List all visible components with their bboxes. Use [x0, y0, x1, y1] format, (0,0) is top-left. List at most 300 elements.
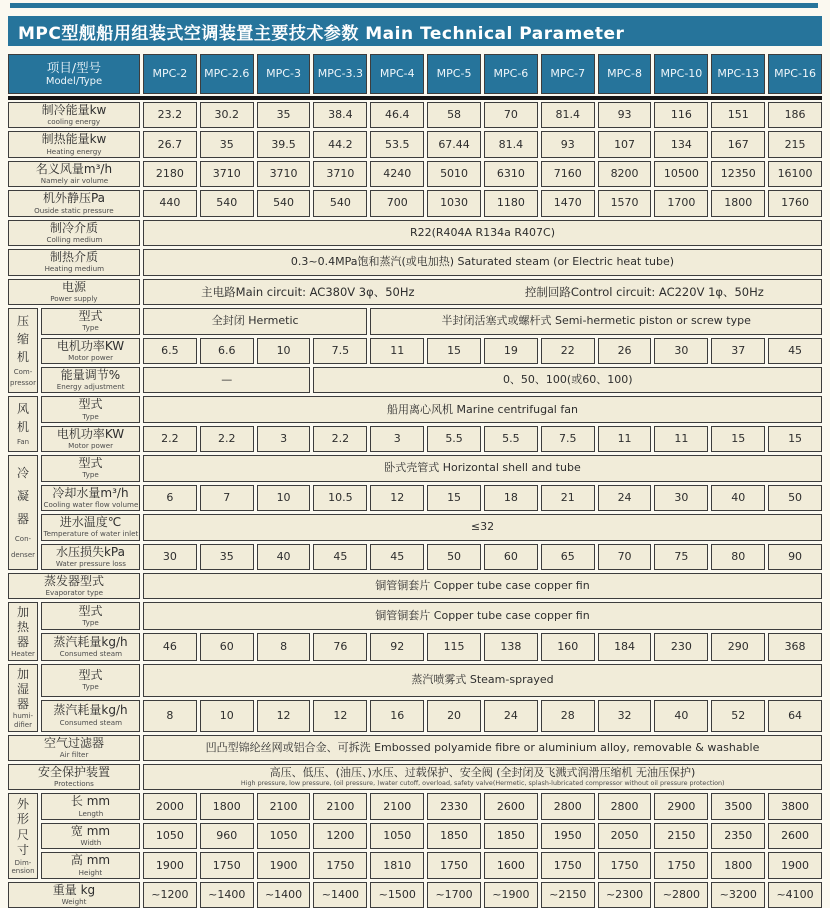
row-label-zh: 重量 kg [52, 882, 96, 897]
value-text: 铜管铜套片 Copper tube case copper fin [375, 609, 590, 623]
value-text: 2600 [496, 799, 525, 813]
group-label-en: ension [11, 867, 35, 876]
value-text: 1600 [496, 858, 525, 872]
group-label-en: pressor [10, 379, 36, 388]
value-text: 700 [386, 196, 408, 210]
param-value-cell [711, 793, 765, 819]
param-value-cell [313, 852, 367, 878]
row-label-zh: 空气过滤器 [43, 735, 104, 750]
param-value-cell [768, 700, 822, 732]
row-group-label [8, 455, 38, 570]
model-name: MPC-4 [379, 66, 415, 80]
model-name: MPC-5 [436, 66, 472, 80]
param-value-cell [257, 338, 311, 364]
param-value-cell [711, 485, 765, 511]
param-value-cell [143, 602, 822, 630]
value-text: 290 [727, 640, 749, 654]
row-group-label [8, 396, 38, 452]
param-value-cell [370, 190, 424, 216]
param-value-cell [598, 823, 652, 849]
row-label [8, 102, 140, 128]
value-text: 30.2 [214, 108, 239, 122]
value-text: 3710 [269, 167, 298, 181]
param-value-cell [370, 882, 424, 908]
row-label-zh: 蒸汽耗量kg/h [53, 635, 128, 650]
row-label-en: Consumed steam [59, 717, 122, 727]
param-value-cell [768, 633, 822, 661]
param-value-cell [143, 190, 197, 216]
value-text: 1900 [269, 858, 298, 872]
row-label-zh: 制热介质 [49, 250, 98, 265]
value-text: 215 [784, 137, 806, 151]
value-text: 138 [500, 640, 522, 654]
value-text: 16 [390, 708, 405, 722]
value-text: 12350 [720, 167, 756, 181]
row-label [8, 161, 140, 187]
value-text: 3710 [212, 167, 241, 181]
row-label-zh: 型式 [78, 604, 103, 619]
param-value-cell [313, 131, 367, 157]
value-text: 93 [617, 108, 632, 122]
row-label-en: Width [80, 838, 101, 847]
param-value-cell [654, 161, 708, 187]
param-value-cell [313, 485, 367, 511]
value-text: 368 [784, 640, 806, 654]
row-label [8, 882, 140, 908]
value-text: 凹凸型锦纶丝网或铝合金、可拆洗 Embossed polyamide fibre or aluminium alloy, removable & washable [205, 740, 760, 754]
group-label-en: Fan [16, 438, 30, 447]
param-value-cell [427, 338, 481, 364]
param-value-cell [200, 338, 254, 364]
param-value-cell [768, 823, 822, 849]
param-value-cell [313, 102, 367, 128]
value-text: R22(R404A R134a R407C) [409, 225, 556, 239]
param-value-cell [484, 700, 538, 732]
group-label-en: difier [14, 720, 32, 729]
param-value-cell [257, 793, 311, 819]
row-label-zh: 进水温度℃ [59, 515, 122, 530]
value-text: 15 [788, 431, 803, 445]
param-value-cell [313, 633, 367, 661]
row-label [41, 602, 140, 630]
value-text: 1750 [326, 858, 355, 872]
group-label-zh-char: 机 [16, 350, 29, 365]
param-value-cell [541, 131, 595, 157]
value-part: 控制回路Control circuit: AC220V 1φ、50Hz [524, 284, 764, 299]
param-value-cell [484, 102, 538, 128]
value-text: 1570 [610, 196, 639, 210]
value-text: 4240 [383, 167, 412, 181]
value-text: 2100 [269, 799, 298, 813]
param-value-cell [370, 308, 822, 334]
row-label [41, 700, 140, 732]
row-label-en: Heating medium [44, 264, 104, 274]
model-name: MPC-3 [266, 66, 301, 80]
param-value-cell [313, 700, 367, 732]
value-text: 7.5 [558, 431, 577, 445]
value-text: 7160 [553, 167, 582, 181]
value-text: 81.4 [498, 137, 524, 151]
value-text: ~2150 [549, 887, 587, 901]
param-value-cell [370, 102, 424, 128]
value-text: 船用离心风机 Marine centrifugal fan [387, 402, 578, 416]
param-value-cell [541, 426, 595, 452]
value-text: 76 [333, 640, 348, 654]
value-text: 90 [788, 549, 803, 563]
param-value-cell [768, 882, 822, 908]
value-text: 11 [674, 431, 689, 445]
value-text: 75 [674, 549, 689, 563]
value-text: 39.5 [271, 137, 296, 151]
group-label-zh-char: 器 [16, 512, 29, 527]
param-value-cell [654, 426, 708, 452]
value-text: 8200 [610, 167, 639, 181]
param-value-cell [541, 190, 595, 216]
value-text: 10 [219, 708, 234, 722]
param-value-cell [257, 544, 311, 570]
value-text: 1850 [496, 829, 525, 843]
row-label-zh: 冷却水量m³/h [52, 485, 129, 500]
param-value-cell [200, 852, 254, 878]
value-text: 93 [560, 137, 575, 151]
param-value-cell [143, 338, 197, 364]
value-text: 24 [503, 708, 518, 722]
param-value-cell [427, 485, 481, 511]
param-value-cell [143, 161, 197, 187]
param-value-cell [370, 793, 424, 819]
group-label-en: denser [10, 550, 36, 559]
param-value-cell [143, 279, 822, 305]
param-value-cell [370, 485, 424, 511]
value-text: 1700 [667, 196, 696, 210]
row-label-zh: 安全保护装置 [37, 765, 110, 780]
value-text: 30 [674, 490, 689, 504]
value-text: 5.5 [445, 431, 463, 445]
param-value-cell [598, 102, 652, 128]
value-text: 7 [223, 490, 231, 504]
row-label-zh: 名义风量m³/h [35, 161, 113, 176]
value-text: 960 [216, 829, 238, 843]
param-value-cell [541, 161, 595, 187]
value-text: 26 [617, 343, 632, 357]
value-text: 16100 [777, 167, 813, 181]
param-value-cell [427, 102, 481, 128]
group-label-zh-char: 形 [16, 812, 29, 827]
model-name: MPC-2.6 [204, 66, 250, 80]
param-value-cell [200, 793, 254, 819]
param-value-cell [143, 131, 197, 157]
value-text: 6.5 [161, 343, 179, 357]
param-value-cell [541, 102, 595, 128]
value-text: 21 [560, 490, 575, 504]
row-label [41, 544, 140, 570]
value-text: 26.7 [157, 137, 183, 151]
corner-label-zh: 项目/型号 [46, 59, 102, 75]
row-label-en: Heating energy [46, 146, 102, 156]
value-text: 38.4 [328, 108, 353, 122]
param-value-cell [370, 852, 424, 878]
value-text: — [221, 373, 233, 387]
model-header-cell [313, 54, 367, 94]
group-label-zh-char: 冷 [16, 466, 29, 481]
param-value-cell [427, 823, 481, 849]
value-part: 主电路Main circuit: AC380V 3φ、50Hz [201, 284, 415, 299]
param-value-cell [711, 131, 765, 157]
param-value-cell [313, 161, 367, 187]
value-text: ~1900 [492, 887, 530, 901]
group-label-zh-char: 外 [16, 796, 29, 811]
row-label-en: Ouside static pressure [34, 205, 114, 215]
value-text: 3710 [326, 167, 355, 181]
value-text: 60 [219, 640, 234, 654]
param-value-cell [711, 882, 765, 908]
value-text: 23.2 [157, 108, 183, 122]
param-value-cell [200, 161, 254, 187]
param-value-cell [313, 426, 367, 452]
row-label-zh: 宽 mm [70, 823, 111, 838]
value-text: 1900 [155, 858, 184, 872]
page-title [8, 16, 822, 46]
value-text: 1180 [496, 196, 525, 210]
param-value-cell [598, 793, 652, 819]
model-header-cell [200, 54, 254, 94]
param-value-cell [598, 338, 652, 364]
value-text: 28 [560, 708, 575, 722]
value-text: 10500 [663, 167, 699, 181]
param-value-cell [654, 852, 708, 878]
value-text: 115 [443, 640, 465, 654]
group-label-zh-char: 加 [16, 667, 29, 682]
row-label-zh: 能量调节% [60, 367, 121, 382]
value-text: 3800 [781, 799, 810, 813]
value-text: ~4100 [776, 887, 814, 901]
param-value-cell [654, 102, 708, 128]
param-value-cell [654, 823, 708, 849]
param-value-cell [484, 485, 538, 511]
row-label-en: Cooling water flow volume [43, 500, 138, 509]
param-value-cell [484, 426, 538, 452]
row-label [41, 455, 140, 481]
value-text: 3500 [724, 799, 753, 813]
value-text: 1050 [269, 829, 298, 843]
row-label-en: Water pressure loss [55, 559, 126, 568]
value-text: 5010 [440, 167, 469, 181]
row-label-zh: 机外静压Pa [42, 191, 106, 206]
value-text: 1800 [724, 196, 753, 210]
value-text: 2050 [610, 829, 639, 843]
param-value-cell [200, 823, 254, 849]
param-value-cell [427, 161, 481, 187]
param-value-cell [143, 823, 197, 849]
value-text: 30 [674, 343, 689, 357]
param-value-cell [313, 793, 367, 819]
value-text: 半封闭活塞式或螺杆式 Semi-hermetic piston or screw type [441, 314, 751, 328]
row-label-en: Evaporator type [45, 588, 103, 597]
value-text: 134 [670, 137, 692, 151]
param-value-cell [598, 544, 652, 570]
param-value-cell [143, 664, 822, 696]
value-text: 15 [447, 343, 462, 357]
row-label-zh: 型式 [78, 668, 103, 683]
group-label-zh-char: 风 [16, 402, 29, 417]
row-label-zh: 制冷介质 [49, 220, 98, 235]
param-value-cell [598, 131, 652, 157]
param-value-cell [484, 190, 538, 216]
value-text: 52 [731, 708, 746, 722]
value-text: 15 [447, 490, 462, 504]
param-value-cell [654, 131, 708, 157]
value-text: 53.5 [384, 137, 410, 151]
value-text: ~2800 [662, 887, 701, 901]
param-value-cell [654, 882, 708, 908]
value-text: 40 [674, 708, 689, 722]
param-value-cell [257, 426, 311, 452]
param-value-cell [484, 823, 538, 849]
param-value-cell [257, 485, 311, 511]
group-label-zh-char: 热 [16, 620, 29, 635]
group-label-en: humi- [12, 712, 34, 721]
value-text: 65 [560, 549, 575, 563]
param-value-cell [768, 102, 822, 128]
row-label-zh: 电机功率KW [56, 426, 125, 441]
value-text: 2180 [155, 167, 184, 181]
value-text: 高压、低压、(油压、)水压、过载保护、安全阀 (全封闭及飞溅式润滑压缩机 无油压保护) [269, 766, 696, 780]
value-text: 12 [276, 708, 291, 722]
param-value-cell [768, 131, 822, 157]
row-label-zh: 蒸汽耗量kg/h [53, 703, 128, 718]
row-label-zh: 型式 [78, 456, 103, 471]
param-value-cell [313, 544, 367, 570]
param-value-cell [313, 823, 367, 849]
param-value-cell [313, 338, 367, 364]
param-value-cell [598, 161, 652, 187]
param-value-cell [143, 852, 197, 878]
value-text: ~2300 [605, 887, 644, 901]
row-label-en: Motor power [68, 441, 113, 450]
param-value-cell [768, 544, 822, 570]
param-value-cell [484, 793, 538, 819]
param-value-cell [541, 823, 595, 849]
param-value-cell [654, 485, 708, 511]
value-text: 45 [333, 549, 348, 563]
param-value-cell [257, 102, 311, 128]
param-value-cell [370, 544, 424, 570]
value-text: 蒸汽喷雾式 Steam-sprayed [411, 673, 554, 687]
value-text: 2150 [667, 829, 696, 843]
param-value-cell [768, 338, 822, 364]
value-text: 107 [614, 137, 636, 151]
value-text: 230 [670, 640, 692, 654]
group-label-en: Dim- [14, 858, 32, 867]
param-value-cell [654, 544, 708, 570]
value-text: 12 [390, 490, 405, 504]
value-text: 2800 [553, 799, 582, 813]
value-text: ~1400 [208, 887, 246, 901]
group-label-zh-char: 尺 [16, 827, 29, 842]
value-text: 0、50、100(或60、100) [502, 373, 633, 387]
header-divider [8, 96, 822, 100]
row-label-en: Air filter [59, 750, 89, 759]
param-value-cell [711, 633, 765, 661]
value-text: 6.6 [217, 343, 236, 357]
param-value-cell [200, 190, 254, 216]
param-value-cell [257, 852, 311, 878]
row-label-en: cooling energy [47, 117, 101, 126]
value-text: 1900 [781, 858, 810, 872]
param-value-cell [257, 882, 311, 908]
row-label-en: Consumed steam [59, 649, 122, 659]
param-value-cell [427, 852, 481, 878]
row-label-zh: 电源 [61, 279, 86, 294]
value-text: 92 [390, 640, 405, 654]
param-value-cell [370, 338, 424, 364]
row-label [41, 852, 140, 878]
param-value-cell [313, 882, 367, 908]
row-label-en: Type [82, 323, 99, 333]
param-value-cell [711, 338, 765, 364]
row-label-zh: 长 mm [70, 794, 111, 809]
value-text: 5.5 [502, 431, 520, 445]
row-label-en: Height [78, 867, 103, 877]
model-header-cell [257, 54, 311, 94]
value-text: 1750 [667, 858, 696, 872]
value-text: 186 [784, 108, 806, 122]
model-header-cell [541, 54, 595, 94]
value-text: 2100 [326, 799, 355, 813]
param-value-cell [768, 426, 822, 452]
param-value-cell [143, 396, 822, 422]
value-text: 2800 [610, 799, 639, 813]
param-value-cell [200, 426, 254, 452]
value-text: 20 [447, 708, 462, 722]
value-text: 铜管铜套片 Copper tube case copper fin [375, 579, 590, 593]
group-label-en: Con- [14, 535, 32, 543]
row-label-en: Power supply [50, 294, 98, 303]
value-text: 58 [447, 108, 462, 122]
value-text: 1800 [212, 799, 241, 813]
param-value-cell [541, 852, 595, 878]
param-value-cell [200, 102, 254, 128]
row-label-en: Type [82, 411, 99, 421]
param-value-cell [143, 573, 822, 599]
value-text: 1850 [440, 829, 469, 843]
param-value-cell [143, 514, 822, 540]
param-value-cell [598, 190, 652, 216]
model-header-cell [654, 54, 708, 94]
value-text: 116 [670, 108, 692, 122]
param-value-cell [654, 190, 708, 216]
group-label-zh-char: 机 [16, 420, 29, 435]
value-text: 7.5 [331, 343, 350, 357]
row-label [41, 793, 140, 819]
row-label-zh: 制冷能量kw [41, 103, 107, 117]
value-text: 6 [166, 490, 174, 504]
param-value-cell [427, 700, 481, 732]
model-name: MPC-7 [550, 66, 586, 80]
row-label [41, 823, 140, 849]
param-value-cell [541, 633, 595, 661]
param-value-cell [143, 544, 197, 570]
parameter-table [8, 54, 822, 908]
table-body [8, 102, 822, 908]
param-value-cell [143, 700, 197, 732]
param-value-cell [541, 793, 595, 819]
model-header-cell [370, 54, 424, 94]
value-text: 167 [727, 137, 749, 151]
param-value-cell [654, 338, 708, 364]
row-label [41, 426, 140, 452]
value-text: ~1400 [264, 887, 303, 901]
